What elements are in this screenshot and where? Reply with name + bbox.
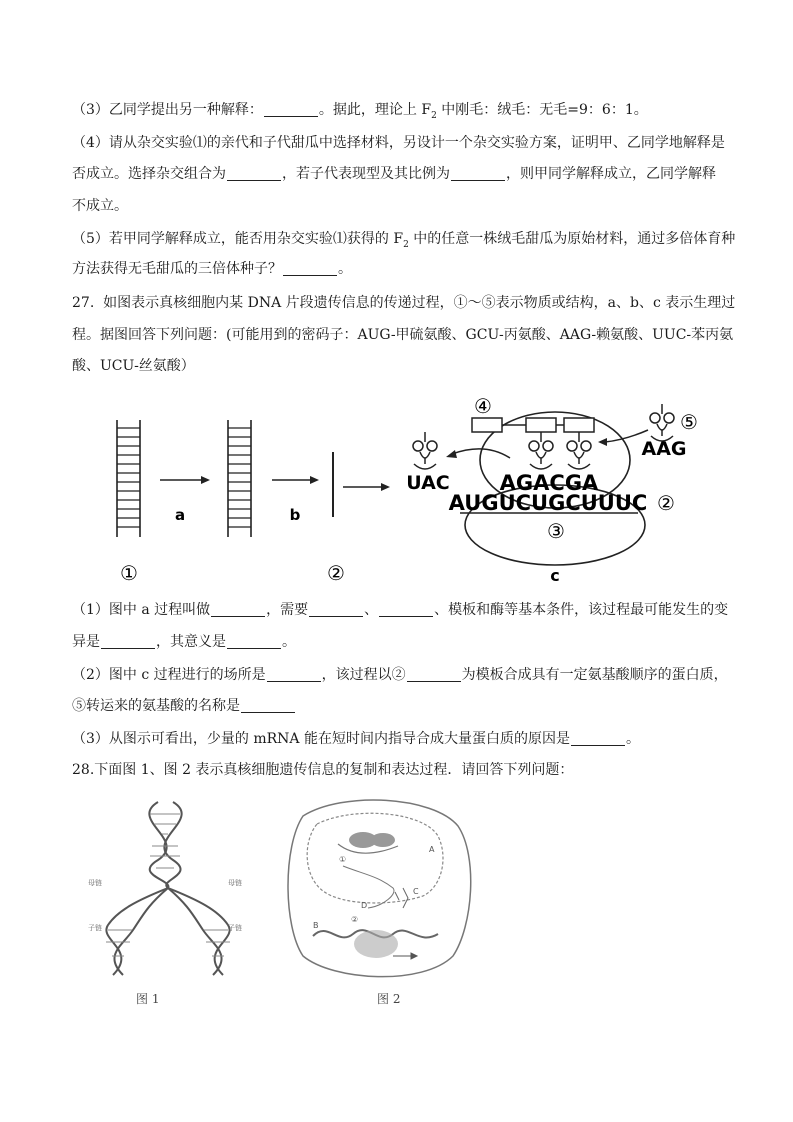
- q27-stem-line1: 27. 如图表示真核细胞内某 DNA 片段遗传信息的传递过程，①～⑤表示物质或结构，a、b、c 表示生理过: [72, 295, 736, 311]
- q27-sub1-line2: 异是 ，其意义是 。: [72, 634, 296, 650]
- q26-part3: （3）乙同学提出另一种解释： 。据此，理论上 $F_2$ 中刚毛：绒毛：无毛=9：6：1。: [72, 102, 648, 121]
- q26-part4-line2: 否成立。选择杂交组合为 ，若子代表现型及其比例为 ，则甲同学解释成立，乙同学解释: [72, 166, 716, 182]
- q27-sub1-line1: （1）图中 a 过程叫做 ，需要 、 、模板和酶等基本条件，该过程最可能发生的变: [72, 602, 729, 618]
- answer-blank[interactable]: [241, 698, 295, 713]
- fig2-label-c: C: [413, 887, 419, 896]
- fig1-label-3: 母链: [228, 879, 242, 887]
- answer-blank[interactable]: [267, 667, 321, 682]
- label-num-1: ①: [120, 561, 138, 585]
- fig2-label-2: ②: [351, 915, 359, 924]
- trna-leaving: [413, 432, 437, 469]
- dna-ladder-2: [228, 420, 251, 537]
- label-c: c: [550, 566, 560, 585]
- answer-blank[interactable]: [451, 166, 505, 181]
- answer-blank[interactable]: [571, 731, 625, 746]
- figure-2-cell: [283, 796, 473, 981]
- q27-diagram: [100, 392, 720, 592]
- arrow-c: [343, 483, 390, 491]
- label-num-2b: ②: [657, 491, 675, 515]
- q26-part4-line3: 不成立。: [72, 198, 128, 214]
- q27-sub3: （3）从图示可看出，少量的 mRNA 能在短时间内指导合成大量蛋白质的原因是 。: [72, 731, 640, 747]
- anticodon-leaving: UAC: [406, 472, 450, 494]
- label-num-5: ⑤: [680, 410, 698, 434]
- fig2-label-1: ①: [339, 855, 347, 864]
- q27-sub2-line1: （2）图中 c 过程进行的场所是 ，该过程以② 为模板合成具有一定氨基酸顺序的蛋白质，: [72, 667, 728, 683]
- trna-incoming: [650, 404, 674, 441]
- q26-part5-line2: 方法获得无毛甜瓜的三倍体种子？ 。: [72, 261, 352, 277]
- mrna-sequence: AUGUCUGCUUUC: [448, 491, 648, 515]
- dna-ladder-1: [117, 420, 140, 537]
- figure-1-dna-replication: [88, 800, 248, 980]
- answer-blank[interactable]: [379, 602, 433, 617]
- label-a: a: [174, 506, 186, 524]
- q27-stem-line2: 程。据图回答下列问题：(可能用到的密码子：AUG-甲硫氨酸、GCU-丙氨酸、AAG-赖氨酸、UUC-苯丙氨: [72, 327, 734, 343]
- fig2-label-d: D: [361, 901, 368, 910]
- answer-blank[interactable]: [227, 166, 281, 181]
- trna-pair: [529, 432, 591, 469]
- q27-sub2-line2: ⑤转运来的氨基酸的名称是: [72, 696, 732, 716]
- arrow-a: [160, 476, 210, 524]
- fig1-label-4: 子链: [228, 924, 242, 932]
- fig1-label-2: 子链: [88, 924, 102, 932]
- label-num-4: ④: [474, 394, 492, 418]
- answer-blank[interactable]: [264, 102, 318, 117]
- label-num-2: ②: [327, 561, 345, 585]
- fig1-label-1: 母链: [88, 879, 102, 887]
- answer-blank[interactable]: [227, 634, 281, 649]
- label-b: b: [289, 506, 301, 524]
- q26-part5-line1: （5）若甲同学解释成立，能否用杂交实验⑴获得的 $F_2$ 中的任意一株绒毛甜瓜为原始材料，通过多倍体育种: [72, 231, 736, 250]
- figure-2-caption: 图 2: [377, 992, 401, 1006]
- q27-stem-line3: 酸、UCU-丝氨酸）: [72, 358, 195, 374]
- fig2-label-b: B: [313, 921, 319, 930]
- answer-blank[interactable]: [309, 602, 363, 617]
- anticodon-incoming: AAG: [641, 438, 687, 460]
- answer-blank[interactable]: [101, 634, 155, 649]
- q26-part4-line1: （4）请从杂交实验⑴的亲代和子代甜瓜中选择材料，另设计一个杂交实验方案，证明甲、乙同学地解释是: [72, 135, 725, 151]
- label-num-3: ③: [547, 519, 565, 543]
- answer-blank[interactable]: [407, 667, 461, 682]
- answer-blank[interactable]: [211, 602, 265, 617]
- anticodons-in-ribosome: AGACGA: [499, 471, 599, 495]
- answer-blank[interactable]: [283, 261, 337, 276]
- fig2-label-a: A: [429, 845, 435, 854]
- figure-1-caption: 图 1: [136, 992, 160, 1006]
- q28-stem: 28.下面图 1、图 2 表示真核细胞遗传信息的复制和表达过程．请回答下列问题：: [72, 762, 574, 778]
- arrow-b: [272, 476, 319, 524]
